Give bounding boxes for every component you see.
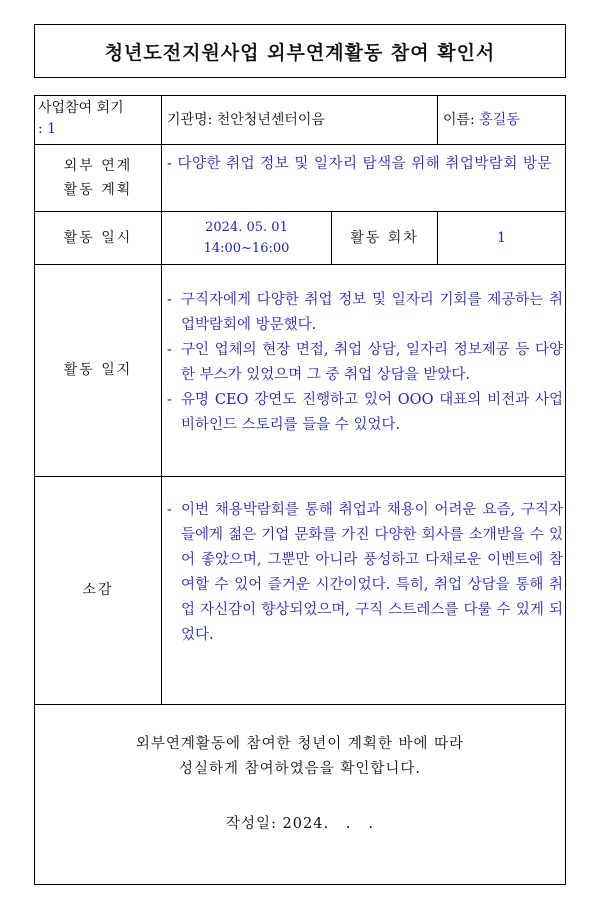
column-divider	[437, 96, 438, 144]
agency-label: 기관명:	[167, 112, 213, 128]
confirmation-form	[34, 95, 566, 885]
name-value: 홍길동	[479, 112, 520, 128]
confirmation-statement	[35, 732, 565, 782]
session-value: : 1	[38, 121, 57, 137]
date-value-cell	[162, 211, 331, 264]
list-item: - 구직자에게 다양한 취업 정보 및 일자리 기회를 제공하는 취업박람회에 방문했다.	[165, 288, 563, 338]
plan-label-line1: 외부 연계	[63, 157, 133, 174]
impression-list	[165, 498, 563, 648]
date-value: 2024. 05. 01	[205, 219, 288, 235]
list-item: - 구인 업체의 현장 면접, 취업 상담, 일자리 정보제공 등 다양한 부스가 있었으며 그 중 취업 상담을 받았다.	[165, 338, 563, 388]
log-text	[165, 288, 563, 438]
plan-label	[35, 144, 161, 211]
agency-cell	[167, 96, 435, 144]
statement-line2: 성실하게 참여하였음을 확인합니다.	[179, 761, 421, 777]
name-cell	[443, 96, 563, 144]
list-item: - 이번 채용박람회를 통해 취업과 채용이 어려운 요즘, 구직자들에게 젊은 기업 문화를 가진 다양한 회사를 소개받을 수 있어 좋았으며, 그뿐만 아니라 풍성하고 다채로운 이벤트에 참여할 수 있어 즐거운 시간이었다. 특히, 취업 상담을 통해 취업 자신감이 향상되었으며, 구직 스트레스를 다룰 수 있게 되었다.	[165, 498, 563, 648]
plan-label-line2: 활동 계획	[63, 181, 133, 198]
log-label: 활동 일지	[63, 362, 133, 378]
name-label: 이름:	[443, 112, 475, 128]
count-label: 활동 회차	[350, 229, 419, 246]
column-divider	[161, 96, 162, 704]
written-date: 작성일: 2024. . .	[226, 816, 374, 832]
statement-line1: 외부연계활동에 참여한 청년이 계획한 바에 따라	[135, 736, 465, 752]
count-value: 1	[497, 229, 506, 246]
impression-label: 소감	[82, 582, 114, 598]
impression-text	[165, 498, 563, 648]
agency-value: 천안청년센터이음	[216, 112, 325, 128]
session-label: 사업참여 회기	[38, 100, 124, 116]
log-list	[165, 288, 563, 438]
document-title: 청년도전지원사업 외부연계활동 참여 확인서	[34, 24, 566, 78]
session-cell	[38, 98, 160, 144]
plan-text: - 다양한 취업 정보 및 일자리 탐색을 위해 취업박람회 방문	[167, 156, 553, 172]
date-label: 활동 일시	[63, 229, 133, 246]
time-value: 14:00~16:00	[203, 240, 290, 256]
row-divider	[35, 704, 565, 705]
list-item: - 유명 CEO 강연도 진행하고 있어 OOO 대표의 비전과 사업 비하인드 스토리를 들을 수 있었다.	[165, 388, 563, 438]
